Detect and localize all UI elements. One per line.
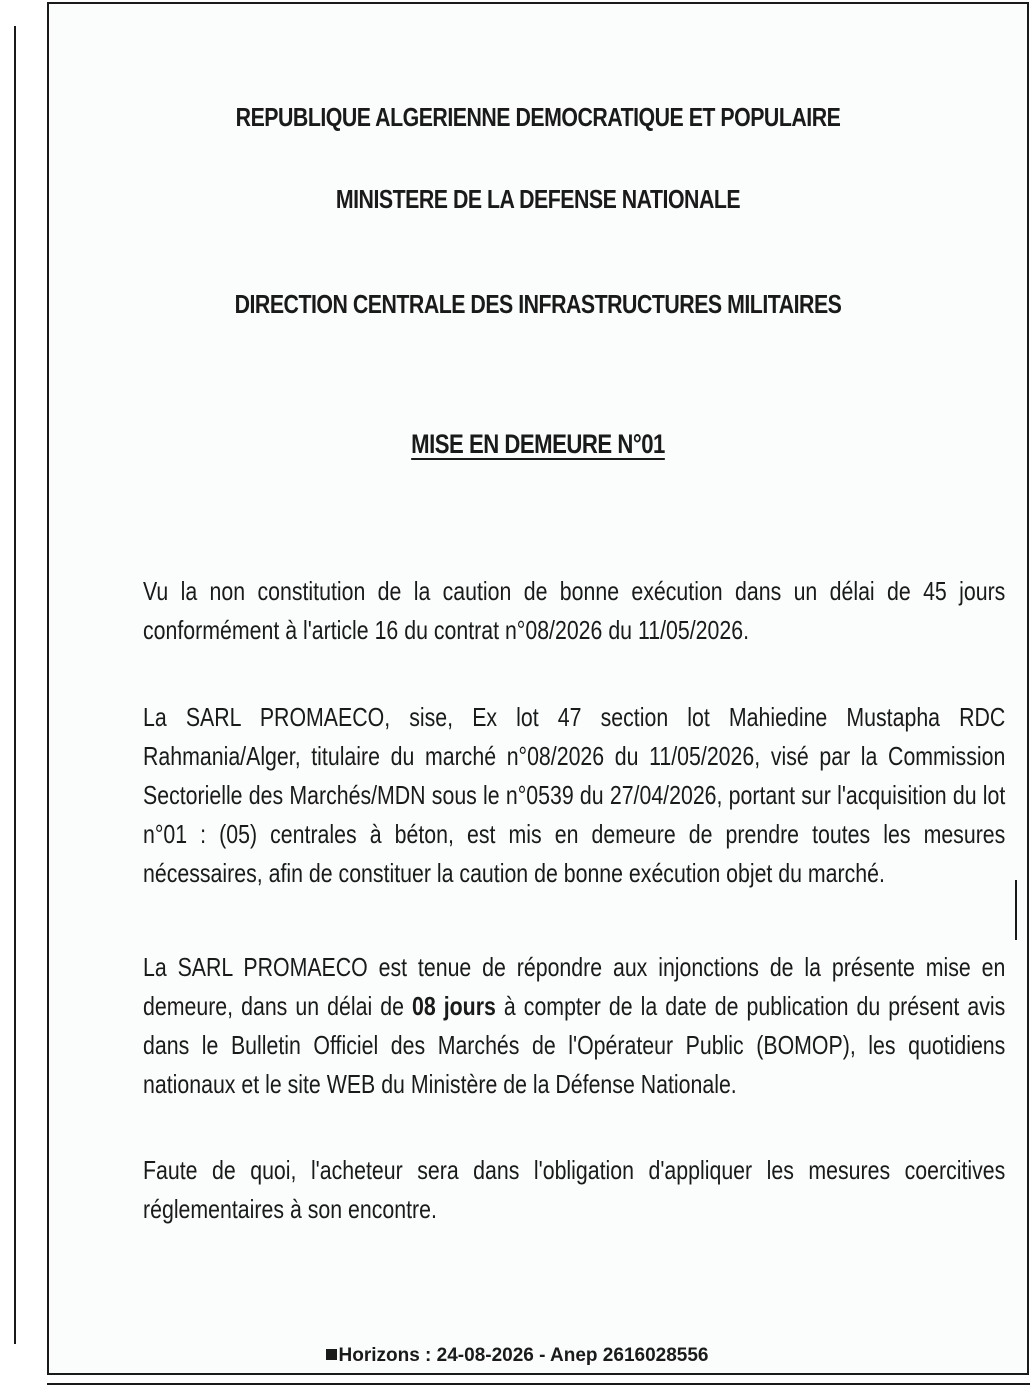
paragraph-4	[143, 1151, 1005, 1229]
deadline-days: 08 jours	[411, 991, 496, 1021]
paragraph-3-start: La SARL PROMAECO est tenue de répondre aux injonctions de la présente mise en demeure, dans un délai de	[143, 952, 1006, 1021]
notice-title: MISE EN DEMEURE N°01	[411, 429, 665, 459]
paragraph-1	[143, 572, 1005, 650]
paragraph-2-text: La SARL PROMAECO, sise, Ex lot 47 section lot Mahiedine Mustapha RDC Rahmania/Alger, titulaire du marché n°08/2026 du 11/05/2026, visé par la Commission Sectorielle des Marchés/MDN sous le n°0539 du 27/04/2026, portant sur l'acquisition du lot n°01 : (05) centrales à béton, est mis en demeure de prendre toutes les mesures nécessaires, afin de constituer la caution de bonne exécution objet du marché.	[143, 702, 1006, 888]
header-ministry: MINISTERE DE LA DEFENSE NATIONALE	[335, 184, 741, 214]
header-republic: REPUBLIQUE ALGERIENNE DEMOCRATIQUE ET POPULAIRE	[235, 102, 841, 132]
black-square-icon	[326, 1349, 337, 1360]
right-edge-mark	[1015, 880, 1017, 940]
left-border-line	[14, 26, 16, 1344]
paragraph-3	[143, 948, 1005, 1104]
paragraph-3-end: à compter de la date de publication du présent avis dans le Bulletin Officiel des Marchés de l'Opérateur Public (BOMOP), les quotidiens nationaux et le site WEB du Ministère de la Défense Nationale.	[143, 991, 1006, 1099]
paragraph-2	[143, 698, 1005, 893]
paragraph-4-text: Faute de quoi, l'acheteur sera dans l'obligation d'appliquer les mesures coercitives réglementaires à son encontre.	[143, 1155, 1006, 1224]
footer-text: Horizons : 24-08-2026 - Anep 2616028556	[338, 1345, 709, 1366]
bottom-border-line	[47, 1383, 1030, 1385]
publication-footer	[0, 1345, 1034, 1367]
header-direction: DIRECTION CENTRALE DES INFRASTRUCTURES MILITAIRES	[234, 289, 842, 319]
notice-frame	[47, 2, 1029, 1375]
paragraph-3-text	[143, 948, 1005, 1104]
paragraph-1-text: Vu la non constitution de la caution de bonne exécution dans un délai de 45 jours conformément à l'article 16 du contrat n°08/2026 du 11/05/2026.	[143, 576, 1006, 645]
